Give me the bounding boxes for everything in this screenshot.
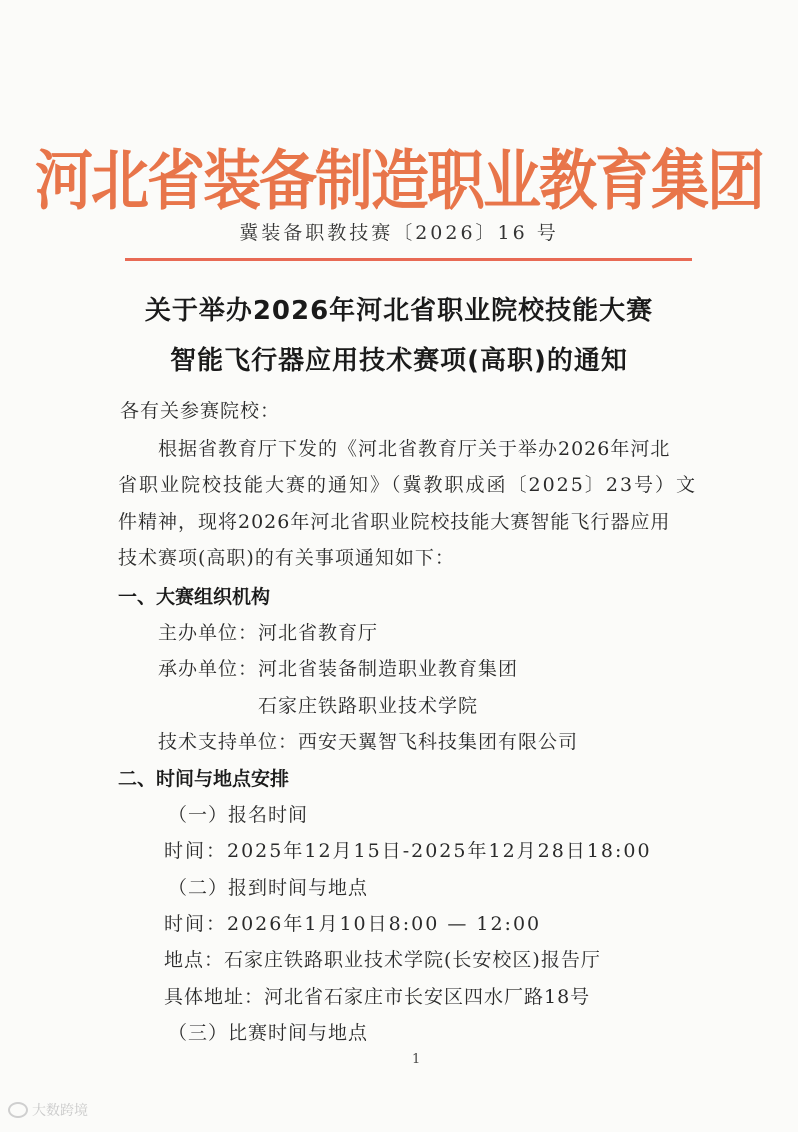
watermark <box>8 1100 88 1120</box>
section-heading-organization: 一、大赛组织机构 <box>118 586 271 608</box>
paragraph-line: 省职业院校技能大赛的通知》（冀教职成函〔2025〕23号）文 <box>118 474 698 496</box>
watermark-logo-icon <box>8 1102 28 1118</box>
paragraph-line: 件精神，现将2026年河北省职业院校技能大赛智能飞行器应用 <box>118 511 671 533</box>
organization-header: 河北省装备制造职业教育集团 <box>34 142 763 219</box>
title-line-2: 智能飞行器应用技术赛项(高职)的通知 <box>170 346 628 376</box>
title-line-1: 关于举办2026年河北省职业院校技能大赛 <box>144 296 654 326</box>
host-unit: 主办单位：河北省教育厅 <box>158 622 379 644</box>
paragraph-line: 技术赛项(高职)的有关事项通知如下： <box>118 547 455 569</box>
checkin-address: 具体地址：河北省石家庄市长安区四水厂路18号 <box>164 986 591 1008</box>
red-divider <box>125 258 692 261</box>
subsection-competition: （三）比赛时间与地点 <box>168 1022 369 1044</box>
checkin-place: 地点：石家庄铁路职业技术学院(长安校区)报告厅 <box>164 949 601 971</box>
checkin-time: 时间：2026年1月10日8:00 — 12:00 <box>164 913 542 935</box>
registration-time: 时间：2025年12月15日-2025年12月28日18:00 <box>164 840 652 862</box>
subsection-registration: （一）报名时间 <box>168 804 309 826</box>
section-heading-schedule: 二、时间与地点安排 <box>118 768 290 790</box>
document-number: 冀装备职教技赛〔2026〕16 号 <box>239 222 559 244</box>
tech-support-unit: 技术支持单位：西安天翼智飞科技集团有限公司 <box>158 731 579 753</box>
paragraph-line: 根据省教育厅下发的《河北省教育厅关于举办2026年河北 <box>158 438 671 460</box>
organizer-unit-secondary: 石家庄铁路职业技术学院 <box>258 695 479 717</box>
page-number: 1 <box>412 1052 421 1067</box>
subsection-checkin: （二）报到时间与地点 <box>168 877 369 899</box>
salutation: 各有关参赛院校： <box>120 400 281 422</box>
watermark-text: 大数跨境 <box>32 1103 88 1119</box>
organizer-unit: 承办单位：河北省装备制造职业教育集团 <box>158 658 519 680</box>
